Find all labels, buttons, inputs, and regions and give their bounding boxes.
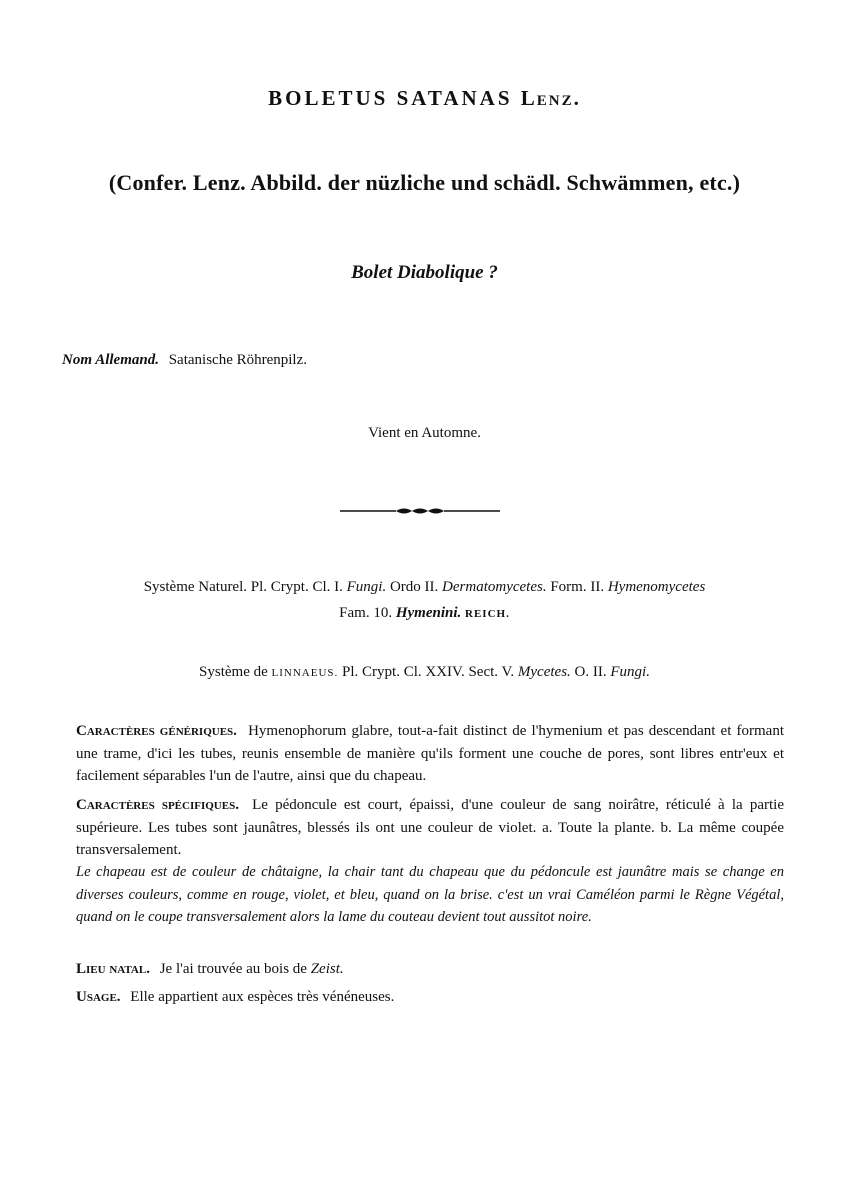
confer-reference: (Confer. Lenz. Abbild. der nüzliche und schädl. Schwämmen, etc.) [108,170,741,195]
german-name-line [62,352,307,369]
german-name-label: Nom Allemand. [62,352,159,368]
title-main: BOLETUS SATANAS [268,86,513,110]
linnaeus-class: Pl. Crypt. Cl. XXIV. Sect. V. [342,664,515,680]
specific-characters-paragraph [76,794,784,862]
system-natural-line [0,579,849,596]
linnaeus-mycetes: Mycetes. [517,664,571,680]
linnaeus-order: O. II. [574,664,607,680]
system-dermatomycetes: Dermatomycetes. [442,579,547,595]
title-author: Lenz. [520,86,581,110]
linnaeus-fungi: Fungi. [610,664,650,680]
ornament-divider-icon [340,502,500,520]
native-place-paragraph [76,958,784,981]
french-name: Bolet Diabolique ? [351,262,498,283]
system-natural-text: Système Naturel. Pl. Crypt. Cl. I. [143,579,343,595]
family-number: Fam. 10. [339,605,393,621]
family-hymenini: Hymenini. [395,605,462,621]
usage-label: Usage. [76,989,121,1005]
german-name-value: Satanische Röhrenpilz. [168,352,307,368]
generic-characters-text: Hymenophorum glabre, tout-a-fait distinct de l'hymenium et pas descendant et formant une trame, d'ici les tubes, reunis ensemble de manière qu'ils forment une couche de pores, sont libres entr'eux et facilement séparables l'un de l'autre, ainsi que du chapeau. [76,723,785,784]
family-author: REICH. [465,608,510,620]
system-ordo: Ordo II. [389,579,439,595]
generic-characters-paragraph [76,720,784,788]
page-title [0,86,849,111]
specific-characters-label: Caractères spécifiques. [76,797,239,813]
system-fungi: Fungi. [346,579,387,595]
usage-paragraph [76,986,784,1009]
cap-description-paragraph: Le chapeau est de couleur de châtaigne, la chair tant du chapeau que du pédoncule est jaunâtre mais se change en diverses couleurs, comme en rouge, violet, et bleu, quand on la brise. c'est un vrai Caméléon parmi le Règne Végétal, quand on le coupe transversalement alors la lame du couteau devient tout aussitot noire. [76,864,784,925]
season-line: Vient en Automne. [368,425,481,441]
linnaeus-name: LINNAEUS. [271,667,339,679]
native-place-location: Zeist. [310,961,344,977]
system-family-line [0,605,849,622]
native-place-label: Lieu natal. [76,961,150,977]
specific-characters-text: Le pédoncule est court, épaissi, d'une couleur de sang noirâtre, réticulé à la partie supérieure. Les tubes sont jaunâtres, blessés ils ont une couleur de violet. a. Toute la plante. b. La même coupée transversalement. [76,797,785,858]
linnaeus-prefix: Système de [199,664,268,680]
native-place-text: Je l'ai trouvée au bois de [159,961,307,977]
system-form: Form. II. [550,579,605,595]
system-linnaeus-line [0,664,849,681]
generic-characters-label: Caractères génériques. [76,723,237,739]
system-hymenomycetes: Hymenomycetes [607,579,706,595]
usage-text: Elle appartient aux espèces très vénéneuses. [130,989,395,1005]
